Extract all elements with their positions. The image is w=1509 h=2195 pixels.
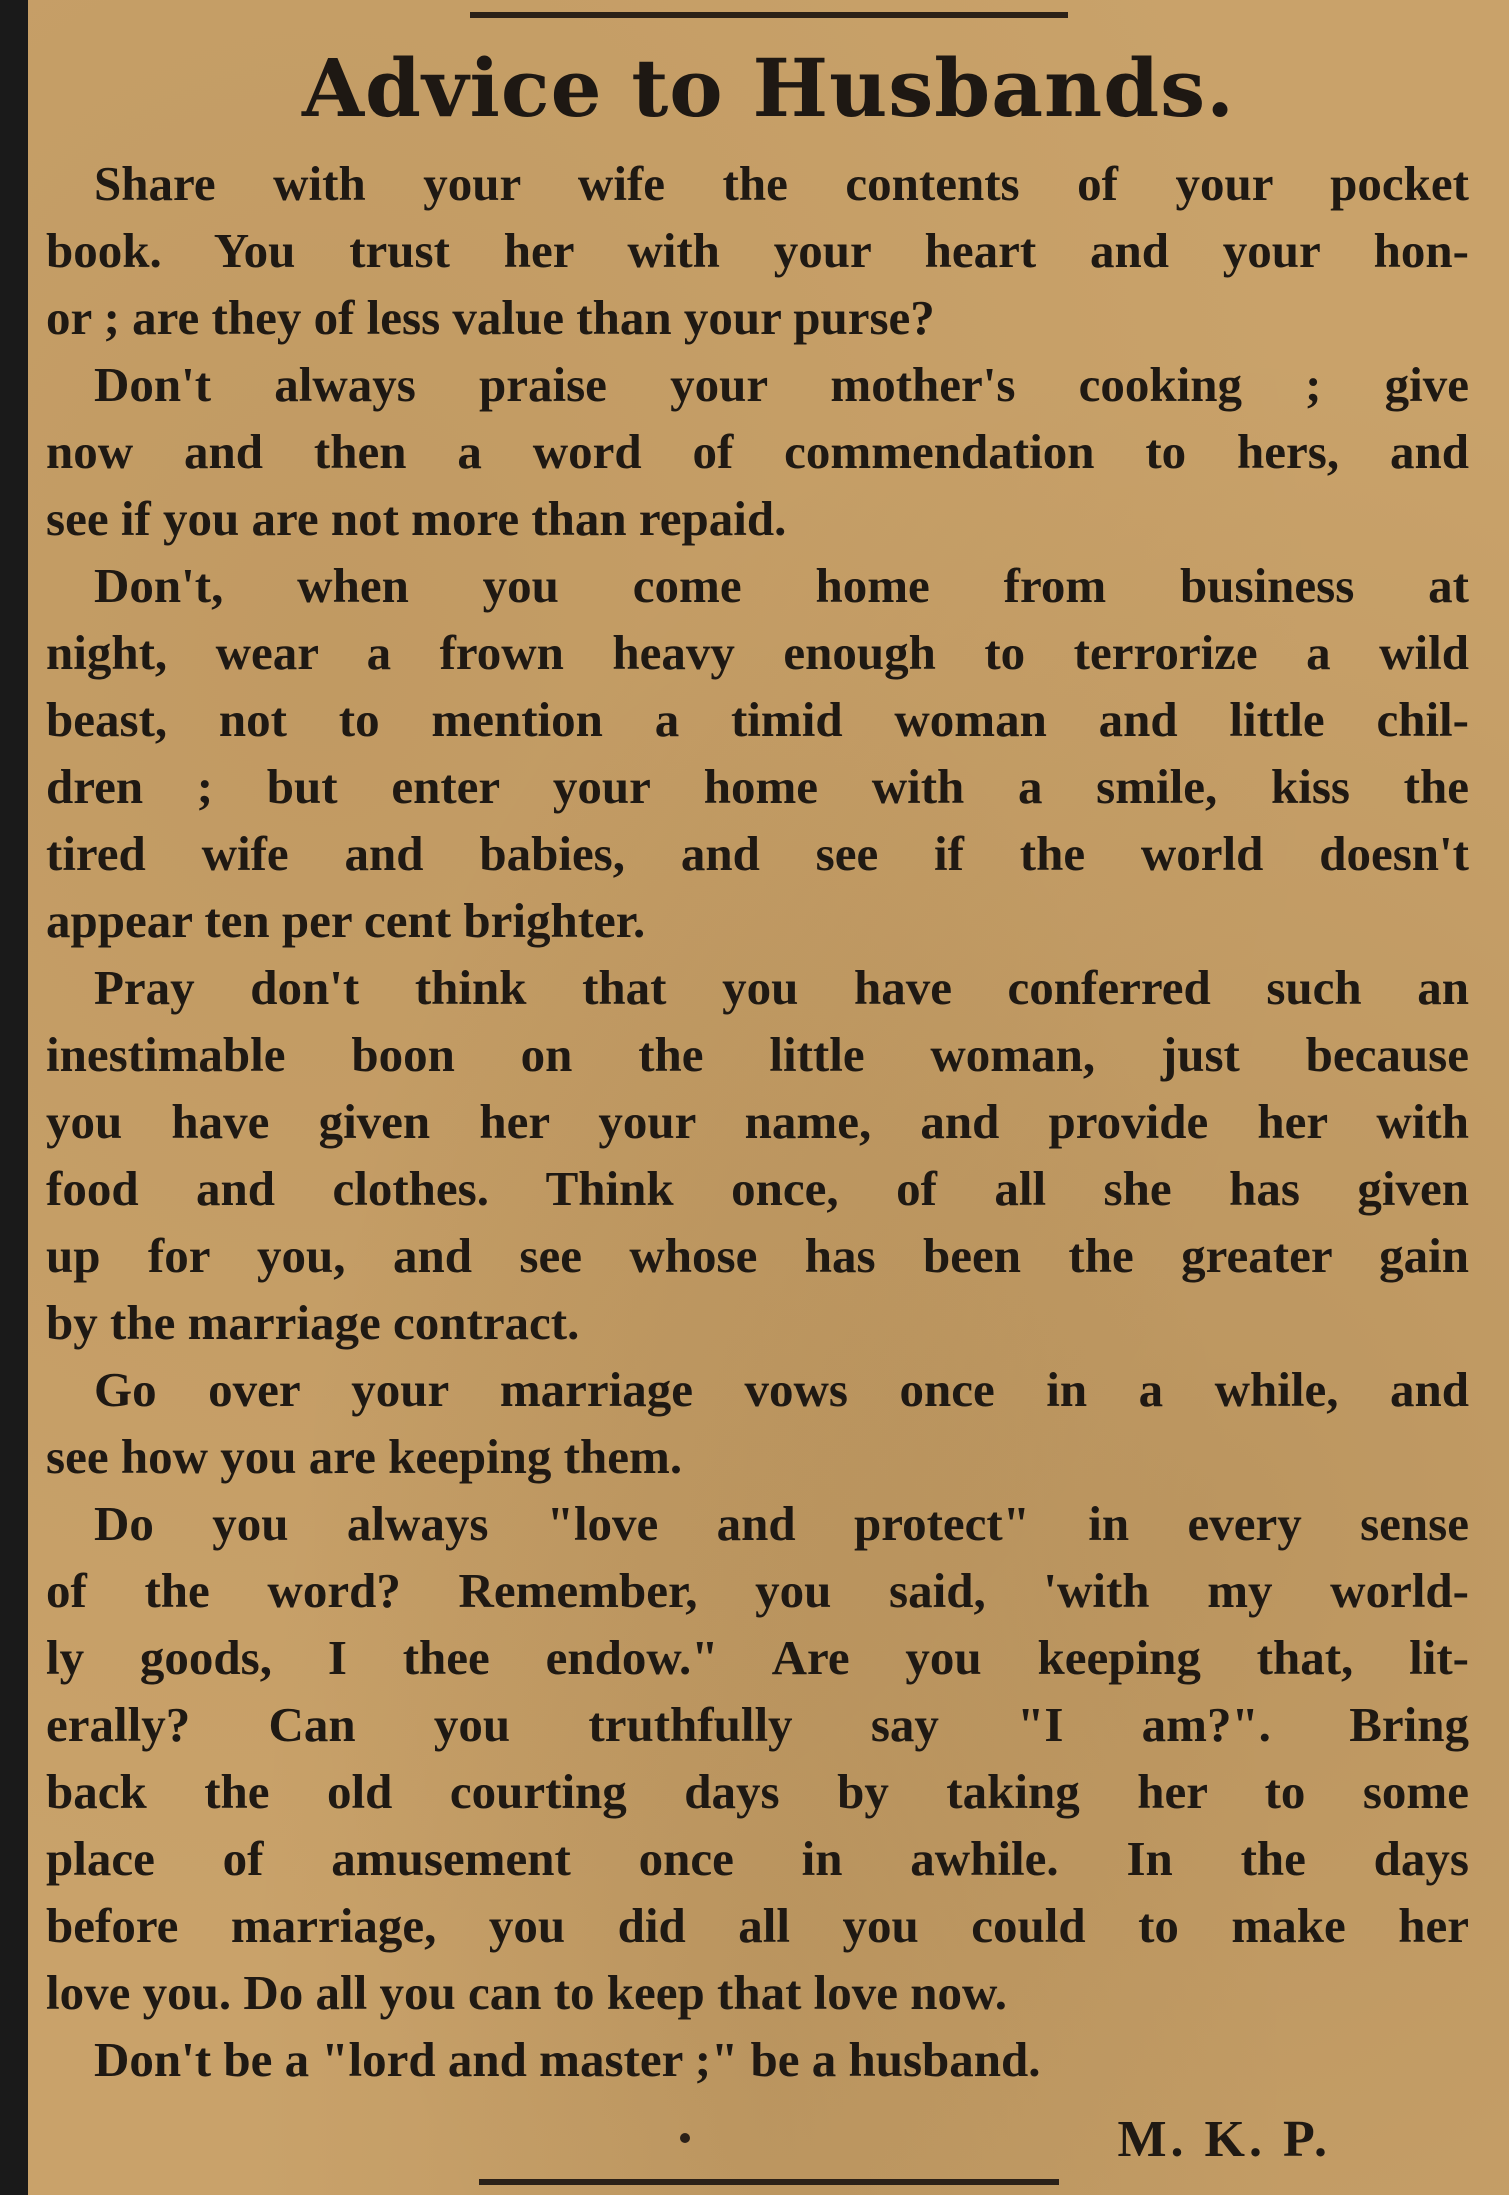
text-line: before marriage, you did all you could to make her bbox=[46, 1898, 1469, 1953]
paragraph-3 bbox=[46, 552, 1469, 954]
text-line: see if you are not more than repaid. bbox=[46, 491, 787, 546]
paragraph-4 bbox=[46, 954, 1469, 1356]
text-line: Share with your wife the contents of your pocket bbox=[94, 156, 1469, 211]
text-line: tired wife and babies, and see if the world doesn't bbox=[46, 826, 1469, 881]
stray-ink-dot bbox=[680, 2133, 690, 2143]
top-rule bbox=[470, 12, 1068, 18]
bottom-rule bbox=[479, 2179, 1059, 2185]
text-line: ly goods, I thee endow." Are you keeping that, lit- bbox=[46, 1630, 1469, 1685]
text-line: now and then a word of commendation to hers, and bbox=[46, 424, 1469, 479]
text-line: of the word? Remember, you said, 'with my world- bbox=[46, 1563, 1469, 1618]
text-line: place of amusement once in awhile. In the days bbox=[46, 1831, 1469, 1886]
text-line: erally? Can you truthfully say "I am?". Bring bbox=[46, 1697, 1469, 1752]
text-line: Pray don't think that you have conferred such an bbox=[94, 960, 1469, 1015]
text-line: up for you, and see whose has been the greater gain bbox=[46, 1228, 1469, 1283]
paragraph-1 bbox=[46, 150, 1469, 351]
text-line: or ; are they of less value than your purse? bbox=[46, 290, 935, 345]
text-line: inestimable boon on the little woman, just because bbox=[46, 1027, 1469, 1082]
paragraph-2 bbox=[46, 351, 1469, 552]
text-line: Go over your marriage vows once in a while, and bbox=[94, 1362, 1469, 1417]
paragraph-6 bbox=[46, 1490, 1469, 2026]
text-line: appear ten per cent brighter. bbox=[46, 893, 646, 948]
headline: Advice to Husbands. bbox=[301, 41, 1236, 135]
text-line: Don't always praise your mother's cooking ; give bbox=[94, 357, 1469, 412]
text-line: you have given her your name, and provide her with bbox=[46, 1094, 1469, 1149]
text-line: beast, not to mention a timid woman and little chil- bbox=[46, 692, 1469, 747]
text-line: see how you are keeping them. bbox=[46, 1429, 683, 1484]
text-line: dren ; but enter your home with a smile, kiss the bbox=[46, 759, 1469, 814]
text-line: Don't, when you come home from business at bbox=[94, 558, 1469, 613]
text-line: night, wear a frown heavy enough to terrorize a wild bbox=[46, 625, 1469, 680]
text-line: back the old courting days by taking her to some bbox=[46, 1764, 1469, 1819]
paragraph-5 bbox=[46, 1356, 1469, 1490]
text-line: Do you always "love and protect" in every sense bbox=[94, 1496, 1469, 1551]
newspaper-clipping bbox=[28, 0, 1509, 2195]
article-body bbox=[46, 150, 1469, 2093]
paragraph-7 bbox=[46, 2026, 1469, 2093]
text-line: Don't be a "lord and master ;" be a husband. bbox=[94, 2032, 1041, 2087]
text-line: by the marriage contract. bbox=[46, 1295, 580, 1350]
text-line: food and clothes. Think once, of all she has given bbox=[46, 1161, 1469, 1216]
text-line: book. You trust her with your heart and your hon- bbox=[46, 223, 1469, 278]
signature: M. K. P. bbox=[1117, 2111, 1331, 2168]
text-line: love you. Do all you can to keep that love now. bbox=[46, 1965, 1007, 2020]
